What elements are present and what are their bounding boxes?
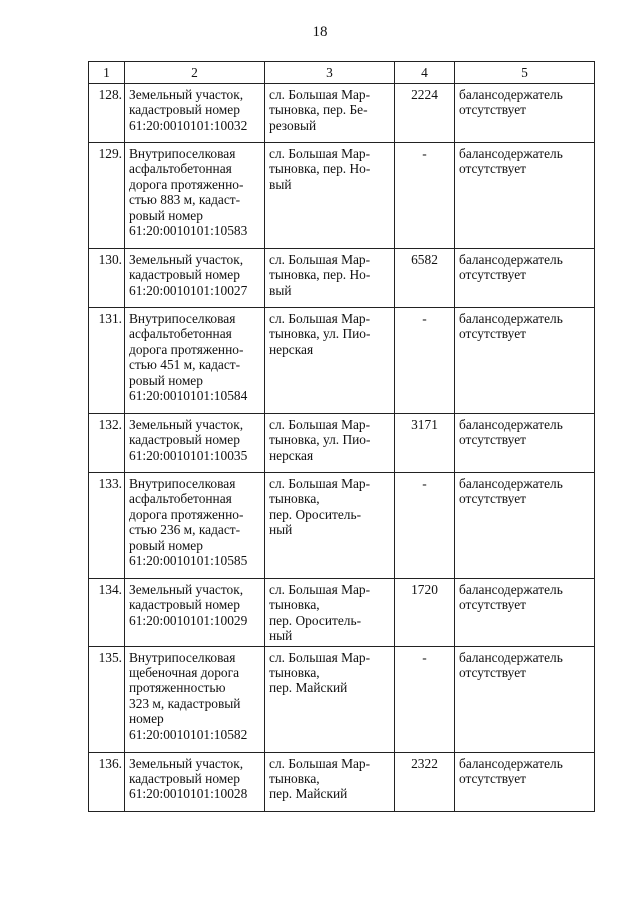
object-address: сл. Большая Мар- тыновка, пер. Но- вый <box>265 249 395 308</box>
table-row <box>89 646 595 752</box>
balance-holder: балансодержатель отсутствует <box>455 143 595 249</box>
balance-holder: балансодержатель отсутствует <box>455 414 595 473</box>
row-number: 131. <box>89 308 125 414</box>
column-header: 2 <box>125 62 265 84</box>
column-header: 3 <box>265 62 395 84</box>
table-row <box>89 249 595 308</box>
row-number: 129. <box>89 143 125 249</box>
row-number: 134. <box>89 579 125 647</box>
object-address: сл. Большая Мар- тыновка, пер. Ороситель- ный <box>265 473 395 579</box>
balance-holder: балансодержатель отсутствует <box>455 308 595 414</box>
object-area: 6582 <box>395 249 455 308</box>
row-number: 132. <box>89 414 125 473</box>
balance-holder: балансодержатель отсутствует <box>455 752 595 811</box>
balance-holder: балансодержатель отсутствует <box>455 84 595 143</box>
object-description: Земельный участок, кадастровый номер 61:20:0010101:10032 <box>125 84 265 143</box>
object-description: Внутрипоселковая асфальтобетонная дорога протяженно- стью 451 м, кадаст- ровый номер 61:20:0010101:10584 <box>125 308 265 414</box>
object-area: - <box>395 143 455 249</box>
object-address: сл. Большая Мар- тыновка, пер. Но- вый <box>265 143 395 249</box>
table-row <box>89 579 595 647</box>
column-header: 1 <box>89 62 125 84</box>
row-number: 135. <box>89 646 125 752</box>
column-header: 5 <box>455 62 595 84</box>
row-number: 133. <box>89 473 125 579</box>
table-row <box>89 308 595 414</box>
table-header-row <box>89 62 595 84</box>
object-description: Земельный участок, кадастровый номер 61:20:0010101:10029 <box>125 579 265 647</box>
balance-holder: балансодержатель отсутствует <box>455 249 595 308</box>
object-address: сл. Большая Мар- тыновка, ул. Пио- нерская <box>265 308 395 414</box>
object-description: Земельный участок, кадастровый номер 61:20:0010101:10028 <box>125 752 265 811</box>
balance-holder: балансодержатель отсутствует <box>455 579 595 647</box>
table-row <box>89 473 595 579</box>
object-description: Внутрипоселковая асфальтобетонная дорога протяженно- стью 236 м, кадаст- ровый номер 61:20:0010101:10585 <box>125 473 265 579</box>
object-area: - <box>395 473 455 579</box>
table-row <box>89 84 595 143</box>
object-description: Внутрипоселковая асфальтобетонная дорога протяженно- стью 883 м, кадаст- ровый номер 61:20:0010101:10583 <box>125 143 265 249</box>
property-registry-table <box>88 61 595 812</box>
object-address: сл. Большая Мар- тыновка, пер. Майский <box>265 752 395 811</box>
object-address: сл. Большая Мар- тыновка, пер. Ороситель- ный <box>265 579 395 647</box>
table-row <box>89 414 595 473</box>
column-header: 4 <box>395 62 455 84</box>
object-description: Земельный участок, кадастровый номер 61:20:0010101:10027 <box>125 249 265 308</box>
object-area: 2322 <box>395 752 455 811</box>
table-row <box>89 143 595 249</box>
object-address: сл. Большая Мар- тыновка, ул. Пио- нерская <box>265 414 395 473</box>
table-row <box>89 752 595 811</box>
object-address: сл. Большая Мар- тыновка, пер. Бе- резовый <box>265 84 395 143</box>
object-area: - <box>395 646 455 752</box>
row-number: 130. <box>89 249 125 308</box>
object-area: - <box>395 308 455 414</box>
object-area: 3171 <box>395 414 455 473</box>
object-area: 2224 <box>395 84 455 143</box>
object-description: Земельный участок, кадастровый номер 61:20:0010101:10035 <box>125 414 265 473</box>
row-number: 128. <box>89 84 125 143</box>
balance-holder: балансодержатель отсутствует <box>455 646 595 752</box>
object-address: сл. Большая Мар- тыновка, пер. Майский <box>265 646 395 752</box>
balance-holder: балансодержатель отсутствует <box>455 473 595 579</box>
object-description: Внутрипоселковая щебеночная дорога протяженностью 323 м, кадастровый номер 61:20:0010101:10582 <box>125 646 265 752</box>
page-number: 18 <box>312 24 328 40</box>
object-area: 1720 <box>395 579 455 647</box>
row-number: 136. <box>89 752 125 811</box>
